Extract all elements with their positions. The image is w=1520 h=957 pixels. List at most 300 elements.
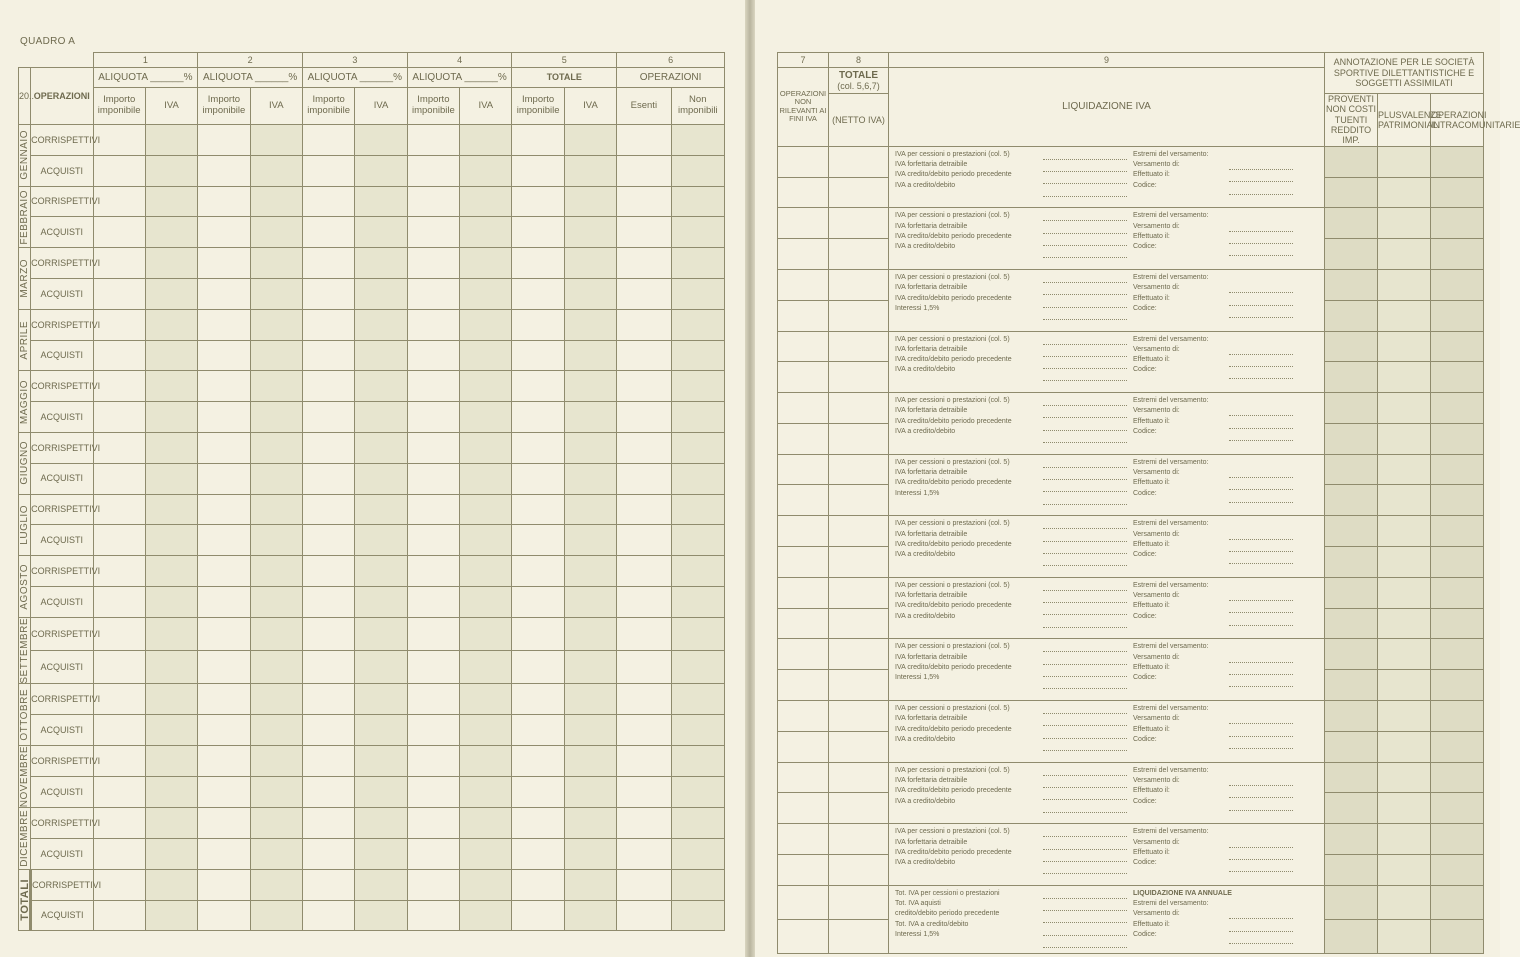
- entry-cell[interactable]: [564, 186, 616, 217]
- entry-cell[interactable]: [564, 900, 616, 931]
- entry-cell[interactable]: [617, 463, 671, 494]
- col8-entry[interactable]: [829, 454, 889, 485]
- entry-cell[interactable]: [250, 808, 302, 839]
- entry-cell[interactable]: [512, 125, 564, 156]
- entry-cell[interactable]: [407, 494, 459, 525]
- liq-amount-field[interactable]: [1043, 644, 1127, 652]
- annot-entry[interactable]: [1431, 454, 1484, 485]
- entry-cell[interactable]: [198, 125, 250, 156]
- liq-amount-field[interactable]: [1043, 312, 1127, 320]
- entry-cell[interactable]: [355, 900, 407, 931]
- entry-cell[interactable]: [302, 155, 354, 186]
- entry-cell[interactable]: [198, 371, 250, 402]
- entry-cell[interactable]: [198, 525, 250, 556]
- entry-cell[interactable]: [671, 309, 724, 340]
- entry-cell[interactable]: [250, 186, 302, 217]
- entry-cell[interactable]: [93, 839, 145, 870]
- versamento-field[interactable]: [1229, 936, 1293, 944]
- annot-entry[interactable]: [1325, 639, 1378, 670]
- entry-cell[interactable]: [671, 217, 724, 248]
- annot-entry[interactable]: [1378, 762, 1431, 793]
- col8-entry[interactable]: [829, 331, 889, 362]
- entry-cell[interactable]: [145, 839, 197, 870]
- entry-cell[interactable]: [512, 432, 564, 463]
- versamento-field[interactable]: [1229, 236, 1293, 244]
- entry-cell[interactable]: [460, 651, 512, 684]
- entry-cell[interactable]: [460, 155, 512, 186]
- annot-entry[interactable]: [1325, 177, 1378, 208]
- col8-entry[interactable]: [829, 393, 889, 424]
- entry-cell[interactable]: [355, 839, 407, 870]
- entry-cell[interactable]: [302, 586, 354, 617]
- entry-cell[interactable]: [302, 371, 354, 402]
- entry-cell[interactable]: [407, 617, 459, 650]
- entry-cell[interactable]: [617, 309, 671, 340]
- versamento-field[interactable]: [1229, 605, 1293, 613]
- entry-cell[interactable]: [93, 525, 145, 556]
- versamento-field[interactable]: [1229, 162, 1293, 170]
- entry-cell[interactable]: [250, 494, 302, 525]
- entry-cell[interactable]: [302, 715, 354, 746]
- entry-cell[interactable]: [512, 777, 564, 808]
- annot-entry[interactable]: [1378, 516, 1431, 547]
- entry-cell[interactable]: [302, 278, 354, 309]
- entry-cell[interactable]: [564, 217, 616, 248]
- annot-entry[interactable]: [1431, 516, 1484, 547]
- annot-entry[interactable]: [1325, 762, 1378, 793]
- col7-entry[interactable]: [778, 177, 829, 208]
- entry-cell[interactable]: [671, 155, 724, 186]
- entry-cell[interactable]: [198, 651, 250, 684]
- annot-entry[interactable]: [1378, 423, 1431, 454]
- annot-entry[interactable]: [1325, 577, 1378, 608]
- liq-amount-field[interactable]: [1043, 706, 1127, 714]
- entry-cell[interactable]: [355, 808, 407, 839]
- entry-cell[interactable]: [302, 745, 354, 776]
- col7-entry[interactable]: [778, 146, 829, 177]
- entry-cell[interactable]: [355, 309, 407, 340]
- entry-cell[interactable]: [250, 684, 302, 715]
- entry-cell[interactable]: [564, 586, 616, 617]
- versamento-field[interactable]: [1229, 790, 1293, 798]
- entry-cell[interactable]: [145, 617, 197, 650]
- entry-cell[interactable]: [512, 869, 564, 900]
- liq-amount-field[interactable]: [1043, 189, 1127, 197]
- entry-cell[interactable]: [198, 869, 250, 900]
- entry-cell[interactable]: [145, 217, 197, 248]
- entry-cell[interactable]: [355, 715, 407, 746]
- col8-entry[interactable]: [829, 608, 889, 639]
- col7-entry[interactable]: [778, 855, 829, 886]
- liq-amount-field[interactable]: [1043, 768, 1127, 776]
- entry-cell[interactable]: [617, 777, 671, 808]
- col7-entry[interactable]: [778, 670, 829, 701]
- entry-cell[interactable]: [564, 745, 616, 776]
- liq-amount-field[interactable]: [1043, 484, 1127, 492]
- annot-entry[interactable]: [1431, 331, 1484, 362]
- liq-amount-field[interactable]: [1043, 472, 1127, 480]
- entry-cell[interactable]: [250, 525, 302, 556]
- versamento-field[interactable]: [1229, 347, 1293, 355]
- entry-cell[interactable]: [93, 248, 145, 279]
- annot-entry[interactable]: [1431, 701, 1484, 732]
- entry-cell[interactable]: [617, 371, 671, 402]
- liq-amount-field[interactable]: [1043, 718, 1127, 726]
- entry-cell[interactable]: [302, 869, 354, 900]
- entry-cell[interactable]: [564, 494, 616, 525]
- col7-entry[interactable]: [778, 300, 829, 331]
- entry-cell[interactable]: [671, 777, 724, 808]
- entry-cell[interactable]: [512, 684, 564, 715]
- entry-cell[interactable]: [617, 617, 671, 650]
- entry-cell[interactable]: [355, 248, 407, 279]
- entry-cell[interactable]: [145, 869, 197, 900]
- col7-entry[interactable]: [778, 547, 829, 578]
- col7-entry[interactable]: [778, 885, 829, 919]
- entry-cell[interactable]: [460, 217, 512, 248]
- entry-cell[interactable]: [407, 248, 459, 279]
- entry-cell[interactable]: [460, 586, 512, 617]
- entry-cell[interactable]: [250, 839, 302, 870]
- entry-cell[interactable]: [93, 617, 145, 650]
- entry-cell[interactable]: [93, 402, 145, 433]
- liq-amount-field[interactable]: [1043, 521, 1127, 529]
- entry-cell[interactable]: [355, 651, 407, 684]
- entry-cell[interactable]: [250, 371, 302, 402]
- entry-cell[interactable]: [355, 278, 407, 309]
- col8-entry[interactable]: [829, 300, 889, 331]
- entry-cell[interactable]: [460, 715, 512, 746]
- versamento-field[interactable]: [1229, 495, 1293, 503]
- entry-cell[interactable]: [198, 340, 250, 371]
- versamento-field[interactable]: [1229, 911, 1293, 919]
- annot-entry[interactable]: [1378, 146, 1431, 177]
- entry-cell[interactable]: [671, 900, 724, 931]
- annot-entry[interactable]: [1431, 920, 1484, 954]
- entry-cell[interactable]: [145, 808, 197, 839]
- entry-cell[interactable]: [93, 808, 145, 839]
- col7-entry[interactable]: [778, 762, 829, 793]
- entry-cell[interactable]: [564, 617, 616, 650]
- annot-entry[interactable]: [1378, 639, 1431, 670]
- entry-cell[interactable]: [355, 432, 407, 463]
- annot-entry[interactable]: [1378, 393, 1431, 424]
- col8-entry[interactable]: [829, 146, 889, 177]
- col8-entry[interactable]: [829, 269, 889, 300]
- annot-entry[interactable]: [1378, 485, 1431, 516]
- entry-cell[interactable]: [564, 309, 616, 340]
- annot-entry[interactable]: [1378, 793, 1431, 824]
- entry-cell[interactable]: [302, 125, 354, 156]
- annot-entry[interactable]: [1431, 547, 1484, 578]
- versamento-field[interactable]: [1229, 224, 1293, 232]
- entry-cell[interactable]: [407, 402, 459, 433]
- col7-entry[interactable]: [778, 516, 829, 547]
- entry-cell[interactable]: [145, 556, 197, 587]
- entry-cell[interactable]: [460, 402, 512, 433]
- entry-cell[interactable]: [512, 278, 564, 309]
- entry-cell[interactable]: [93, 155, 145, 186]
- entry-cell[interactable]: [671, 684, 724, 715]
- versamento-field[interactable]: [1229, 298, 1293, 306]
- entry-cell[interactable]: [407, 715, 459, 746]
- entry-cell[interactable]: [250, 617, 302, 650]
- entry-cell[interactable]: [93, 463, 145, 494]
- annot-entry[interactable]: [1325, 239, 1378, 270]
- entry-cell[interactable]: [355, 556, 407, 587]
- entry-cell[interactable]: [512, 186, 564, 217]
- versamento-field[interactable]: [1229, 716, 1293, 724]
- entry-cell[interactable]: [198, 248, 250, 279]
- entry-cell[interactable]: [145, 777, 197, 808]
- entry-cell[interactable]: [671, 839, 724, 870]
- annot-entry[interactable]: [1325, 824, 1378, 855]
- annot-entry[interactable]: [1325, 608, 1378, 639]
- annot-entry[interactable]: [1431, 177, 1484, 208]
- annot-entry[interactable]: [1431, 885, 1484, 919]
- entry-cell[interactable]: [302, 808, 354, 839]
- entry-cell[interactable]: [617, 278, 671, 309]
- entry-cell[interactable]: [460, 125, 512, 156]
- liq-amount-field[interactable]: [1043, 583, 1127, 591]
- entry-cell[interactable]: [407, 808, 459, 839]
- entry-cell[interactable]: [250, 278, 302, 309]
- annot-entry[interactable]: [1378, 608, 1431, 639]
- entry-cell[interactable]: [145, 248, 197, 279]
- entry-cell[interactable]: [93, 494, 145, 525]
- liq-amount-field[interactable]: [1043, 829, 1127, 837]
- entry-cell[interactable]: [302, 556, 354, 587]
- entry-cell[interactable]: [198, 309, 250, 340]
- col7-entry[interactable]: [778, 331, 829, 362]
- entry-cell[interactable]: [460, 309, 512, 340]
- entry-cell[interactable]: [198, 586, 250, 617]
- entry-cell[interactable]: [407, 684, 459, 715]
- entry-cell[interactable]: [93, 900, 145, 931]
- entry-cell[interactable]: [302, 839, 354, 870]
- col7-entry[interactable]: [778, 239, 829, 270]
- annot-entry[interactable]: [1431, 608, 1484, 639]
- entry-cell[interactable]: [407, 278, 459, 309]
- col7-entry[interactable]: [778, 639, 829, 670]
- annot-entry[interactable]: [1431, 824, 1484, 855]
- col8-entry[interactable]: [829, 731, 889, 762]
- entry-cell[interactable]: [407, 371, 459, 402]
- entry-cell[interactable]: [671, 617, 724, 650]
- entry-cell[interactable]: [564, 808, 616, 839]
- entry-cell[interactable]: [145, 651, 197, 684]
- entry-cell[interactable]: [564, 340, 616, 371]
- entry-cell[interactable]: [145, 494, 197, 525]
- entry-cell[interactable]: [512, 402, 564, 433]
- entry-cell[interactable]: [250, 463, 302, 494]
- col8-entry[interactable]: [829, 239, 889, 270]
- entry-cell[interactable]: [198, 432, 250, 463]
- entry-cell[interactable]: [198, 808, 250, 839]
- entry-cell[interactable]: [93, 556, 145, 587]
- versamento-field[interactable]: [1229, 371, 1293, 379]
- entry-cell[interactable]: [93, 186, 145, 217]
- entry-cell[interactable]: [564, 839, 616, 870]
- entry-cell[interactable]: [564, 777, 616, 808]
- versamento-field[interactable]: [1229, 544, 1293, 552]
- entry-cell[interactable]: [407, 586, 459, 617]
- annot-entry[interactable]: [1325, 701, 1378, 732]
- entry-cell[interactable]: [198, 278, 250, 309]
- entry-cell[interactable]: [355, 586, 407, 617]
- liq-amount-field[interactable]: [1043, 534, 1127, 542]
- annot-entry[interactable]: [1378, 239, 1431, 270]
- entry-cell[interactable]: [302, 651, 354, 684]
- entry-cell[interactable]: [302, 494, 354, 525]
- versamento-field[interactable]: [1229, 433, 1293, 441]
- annot-entry[interactable]: [1325, 516, 1378, 547]
- liq-amount-field[interactable]: [1043, 176, 1127, 184]
- annot-entry[interactable]: [1378, 920, 1431, 954]
- entry-cell[interactable]: [564, 651, 616, 684]
- liq-amount-field[interactable]: [1043, 410, 1127, 418]
- col8-entry[interactable]: [829, 670, 889, 701]
- entry-cell[interactable]: [564, 371, 616, 402]
- entry-cell[interactable]: [145, 463, 197, 494]
- liq-amount-field[interactable]: [1043, 423, 1127, 431]
- entry-cell[interactable]: [93, 217, 145, 248]
- entry-cell[interactable]: [671, 432, 724, 463]
- entry-cell[interactable]: [198, 715, 250, 746]
- entry-cell[interactable]: [617, 248, 671, 279]
- entry-cell[interactable]: [617, 525, 671, 556]
- entry-cell[interactable]: [250, 340, 302, 371]
- entry-cell[interactable]: [250, 777, 302, 808]
- entry-cell[interactable]: [460, 525, 512, 556]
- entry-cell[interactable]: [302, 777, 354, 808]
- entry-cell[interactable]: [355, 684, 407, 715]
- entry-cell[interactable]: [302, 340, 354, 371]
- liq-amount-field[interactable]: [1043, 300, 1127, 308]
- entry-cell[interactable]: [460, 494, 512, 525]
- annot-entry[interactable]: [1378, 731, 1431, 762]
- entry-cell[interactable]: [198, 900, 250, 931]
- liq-amount-field[interactable]: [1043, 275, 1127, 283]
- entry-cell[interactable]: [671, 371, 724, 402]
- entry-cell[interactable]: [564, 525, 616, 556]
- liq-amount-field[interactable]: [1043, 915, 1127, 923]
- entry-cell[interactable]: [512, 839, 564, 870]
- entry-cell[interactable]: [564, 715, 616, 746]
- annot-entry[interactable]: [1431, 731, 1484, 762]
- entry-cell[interactable]: [671, 525, 724, 556]
- annot-entry[interactable]: [1378, 208, 1431, 239]
- col8-entry[interactable]: [829, 208, 889, 239]
- annot-entry[interactable]: [1325, 793, 1378, 824]
- entry-cell[interactable]: [671, 808, 724, 839]
- entry-cell[interactable]: [407, 839, 459, 870]
- versamento-field[interactable]: [1229, 532, 1293, 540]
- entry-cell[interactable]: [93, 651, 145, 684]
- entry-cell[interactable]: [250, 248, 302, 279]
- entry-cell[interactable]: [512, 808, 564, 839]
- entry-cell[interactable]: [512, 494, 564, 525]
- entry-cell[interactable]: [460, 248, 512, 279]
- entry-cell[interactable]: [407, 869, 459, 900]
- entry-cell[interactable]: [198, 745, 250, 776]
- entry-cell[interactable]: [617, 494, 671, 525]
- col8-entry[interactable]: [829, 362, 889, 393]
- liq-amount-field[interactable]: [1043, 891, 1127, 899]
- entry-cell[interactable]: [302, 309, 354, 340]
- entry-cell[interactable]: [407, 463, 459, 494]
- entry-cell[interactable]: [198, 617, 250, 650]
- entry-cell[interactable]: [512, 586, 564, 617]
- entry-cell[interactable]: [407, 155, 459, 186]
- versamento-field[interactable]: [1229, 408, 1293, 416]
- entry-cell[interactable]: [407, 525, 459, 556]
- entry-cell[interactable]: [355, 340, 407, 371]
- entry-cell[interactable]: [250, 309, 302, 340]
- entry-cell[interactable]: [302, 432, 354, 463]
- entry-cell[interactable]: [93, 371, 145, 402]
- entry-cell[interactable]: [198, 839, 250, 870]
- versamento-field[interactable]: [1229, 187, 1293, 195]
- liq-amount-field[interactable]: [1043, 361, 1127, 369]
- liq-amount-field[interactable]: [1043, 842, 1127, 850]
- entry-cell[interactable]: [617, 217, 671, 248]
- entry-cell[interactable]: [250, 586, 302, 617]
- entry-cell[interactable]: [617, 900, 671, 931]
- versamento-field[interactable]: [1229, 618, 1293, 626]
- annot-entry[interactable]: [1325, 423, 1378, 454]
- versamento-field[interactable]: [1229, 729, 1293, 737]
- liq-amount-field[interactable]: [1043, 805, 1127, 813]
- entry-cell[interactable]: [145, 309, 197, 340]
- entry-cell[interactable]: [617, 586, 671, 617]
- annot-entry[interactable]: [1431, 269, 1484, 300]
- col7-entry[interactable]: [778, 485, 829, 516]
- entry-cell[interactable]: [671, 340, 724, 371]
- entry-cell[interactable]: [198, 402, 250, 433]
- annot-entry[interactable]: [1378, 454, 1431, 485]
- entry-cell[interactable]: [250, 155, 302, 186]
- entry-cell[interactable]: [460, 340, 512, 371]
- entry-cell[interactable]: [617, 340, 671, 371]
- entry-cell[interactable]: [93, 684, 145, 715]
- entry-cell[interactable]: [617, 651, 671, 684]
- annot-entry[interactable]: [1431, 577, 1484, 608]
- annot-entry[interactable]: [1378, 177, 1431, 208]
- entry-cell[interactable]: [564, 125, 616, 156]
- entry-cell[interactable]: [407, 125, 459, 156]
- entry-cell[interactable]: [407, 777, 459, 808]
- entry-cell[interactable]: [512, 155, 564, 186]
- entry-cell[interactable]: [145, 715, 197, 746]
- entry-cell[interactable]: [407, 432, 459, 463]
- entry-cell[interactable]: [564, 248, 616, 279]
- entry-cell[interactable]: [564, 869, 616, 900]
- annot-entry[interactable]: [1378, 547, 1431, 578]
- annot-entry[interactable]: [1325, 300, 1378, 331]
- entry-cell[interactable]: [671, 745, 724, 776]
- liq-amount-field[interactable]: [1043, 940, 1127, 948]
- entry-cell[interactable]: [617, 839, 671, 870]
- col7-entry[interactable]: [778, 208, 829, 239]
- annot-entry[interactable]: [1325, 731, 1378, 762]
- annot-entry[interactable]: [1378, 855, 1431, 886]
- versamento-field[interactable]: [1229, 778, 1293, 786]
- annot-entry[interactable]: [1325, 146, 1378, 177]
- annot-entry[interactable]: [1325, 670, 1378, 701]
- annot-entry[interactable]: [1378, 701, 1431, 732]
- entry-cell[interactable]: [355, 186, 407, 217]
